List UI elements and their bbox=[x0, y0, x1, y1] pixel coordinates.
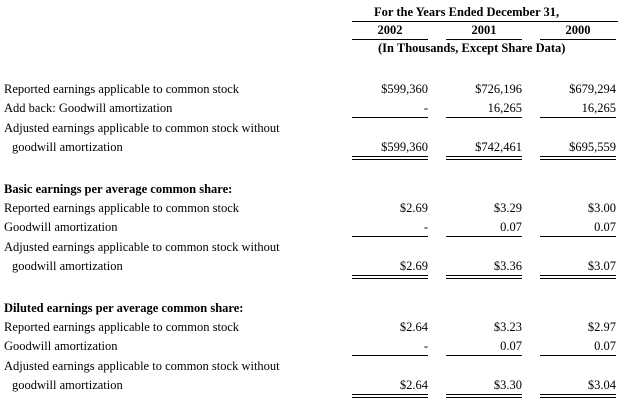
subtotal-rule bbox=[352, 236, 428, 237]
units-note: (In Thousands, Except Share Data) bbox=[378, 41, 566, 55]
row-label: Goodwill amortization bbox=[4, 339, 118, 353]
cell-value: $3.30 bbox=[493, 378, 522, 392]
cell-value: 0.07 bbox=[500, 220, 522, 234]
year-2001: 2001 bbox=[471, 23, 497, 37]
row-label: Reported earnings applicable to common stock bbox=[4, 201, 240, 215]
cell-value: 0.07 bbox=[500, 339, 522, 353]
year-2000: 2000 bbox=[565, 23, 591, 37]
cell-value: $2.69 bbox=[399, 259, 428, 273]
total-double-rule bbox=[540, 156, 616, 160]
subtotal-rule bbox=[540, 355, 616, 356]
total-double-rule bbox=[352, 394, 428, 398]
total-double-rule bbox=[446, 275, 522, 279]
cell-value: $3.29 bbox=[493, 201, 522, 215]
total-double-rule bbox=[446, 156, 522, 160]
cell-value: $3.07 bbox=[587, 259, 616, 273]
subtotal-rule bbox=[446, 117, 522, 118]
total-double-rule bbox=[446, 394, 522, 398]
cell-value: $3.36 bbox=[493, 259, 522, 273]
cell-value: $679,294 bbox=[569, 82, 616, 96]
total-double-rule bbox=[352, 156, 428, 160]
row-label: Add back: Goodwill amortization bbox=[4, 101, 173, 115]
cell-value: - bbox=[423, 339, 428, 353]
subtotal-rule bbox=[446, 236, 522, 237]
subtotal-rule bbox=[352, 117, 428, 118]
cell-value: 0.07 bbox=[594, 339, 616, 353]
total-double-rule bbox=[540, 275, 616, 279]
row-label-continued: goodwill amortization bbox=[12, 140, 123, 154]
section-title: Diluted earnings per average common share: bbox=[4, 301, 244, 315]
total-double-rule bbox=[540, 394, 616, 398]
row-label-continued: goodwill amortization bbox=[12, 259, 123, 273]
row-label: Reported earnings applicable to common stock bbox=[4, 82, 240, 96]
cell-value: 16,265 bbox=[487, 101, 522, 115]
cell-value: $599,360 bbox=[381, 82, 428, 96]
cell-value: $742,461 bbox=[475, 140, 522, 154]
cell-value: $695,559 bbox=[569, 140, 616, 154]
row-label: Reported earnings applicable to common stock bbox=[4, 320, 240, 334]
row-label: Adjusted earnings applicable to common stock without bbox=[4, 240, 280, 254]
cell-value: $726,196 bbox=[475, 82, 522, 96]
cell-value: $599,360 bbox=[381, 140, 428, 154]
subtotal-rule bbox=[446, 355, 522, 356]
row-label-continued: goodwill amortization bbox=[12, 378, 123, 392]
cell-value: $2.64 bbox=[399, 378, 428, 392]
cell-value: $3.00 bbox=[587, 201, 616, 215]
cell-value: $2.69 bbox=[399, 201, 428, 215]
cell-value: 0.07 bbox=[594, 220, 616, 234]
cell-value: $3.04 bbox=[587, 378, 616, 392]
cell-value: - bbox=[423, 220, 428, 234]
section-title: Basic earnings per average common share: bbox=[4, 182, 233, 196]
row-label: Adjusted earnings applicable to common stock without bbox=[4, 121, 280, 135]
row-label: Adjusted earnings applicable to common stock without bbox=[4, 359, 280, 373]
period-title: For the Years Ended December 31, bbox=[374, 5, 560, 19]
subtotal-rule bbox=[352, 355, 428, 356]
total-double-rule bbox=[352, 275, 428, 279]
cell-value: $2.97 bbox=[587, 320, 616, 334]
subtotal-rule bbox=[540, 117, 616, 118]
year-2002: 2002 bbox=[377, 23, 403, 37]
subtotal-rule bbox=[540, 236, 616, 237]
cell-value: $2.64 bbox=[399, 320, 428, 334]
cell-value: 16,265 bbox=[581, 101, 616, 115]
cell-value: - bbox=[423, 101, 428, 115]
cell-value: $3.23 bbox=[493, 320, 522, 334]
row-label: Goodwill amortization bbox=[4, 220, 118, 234]
